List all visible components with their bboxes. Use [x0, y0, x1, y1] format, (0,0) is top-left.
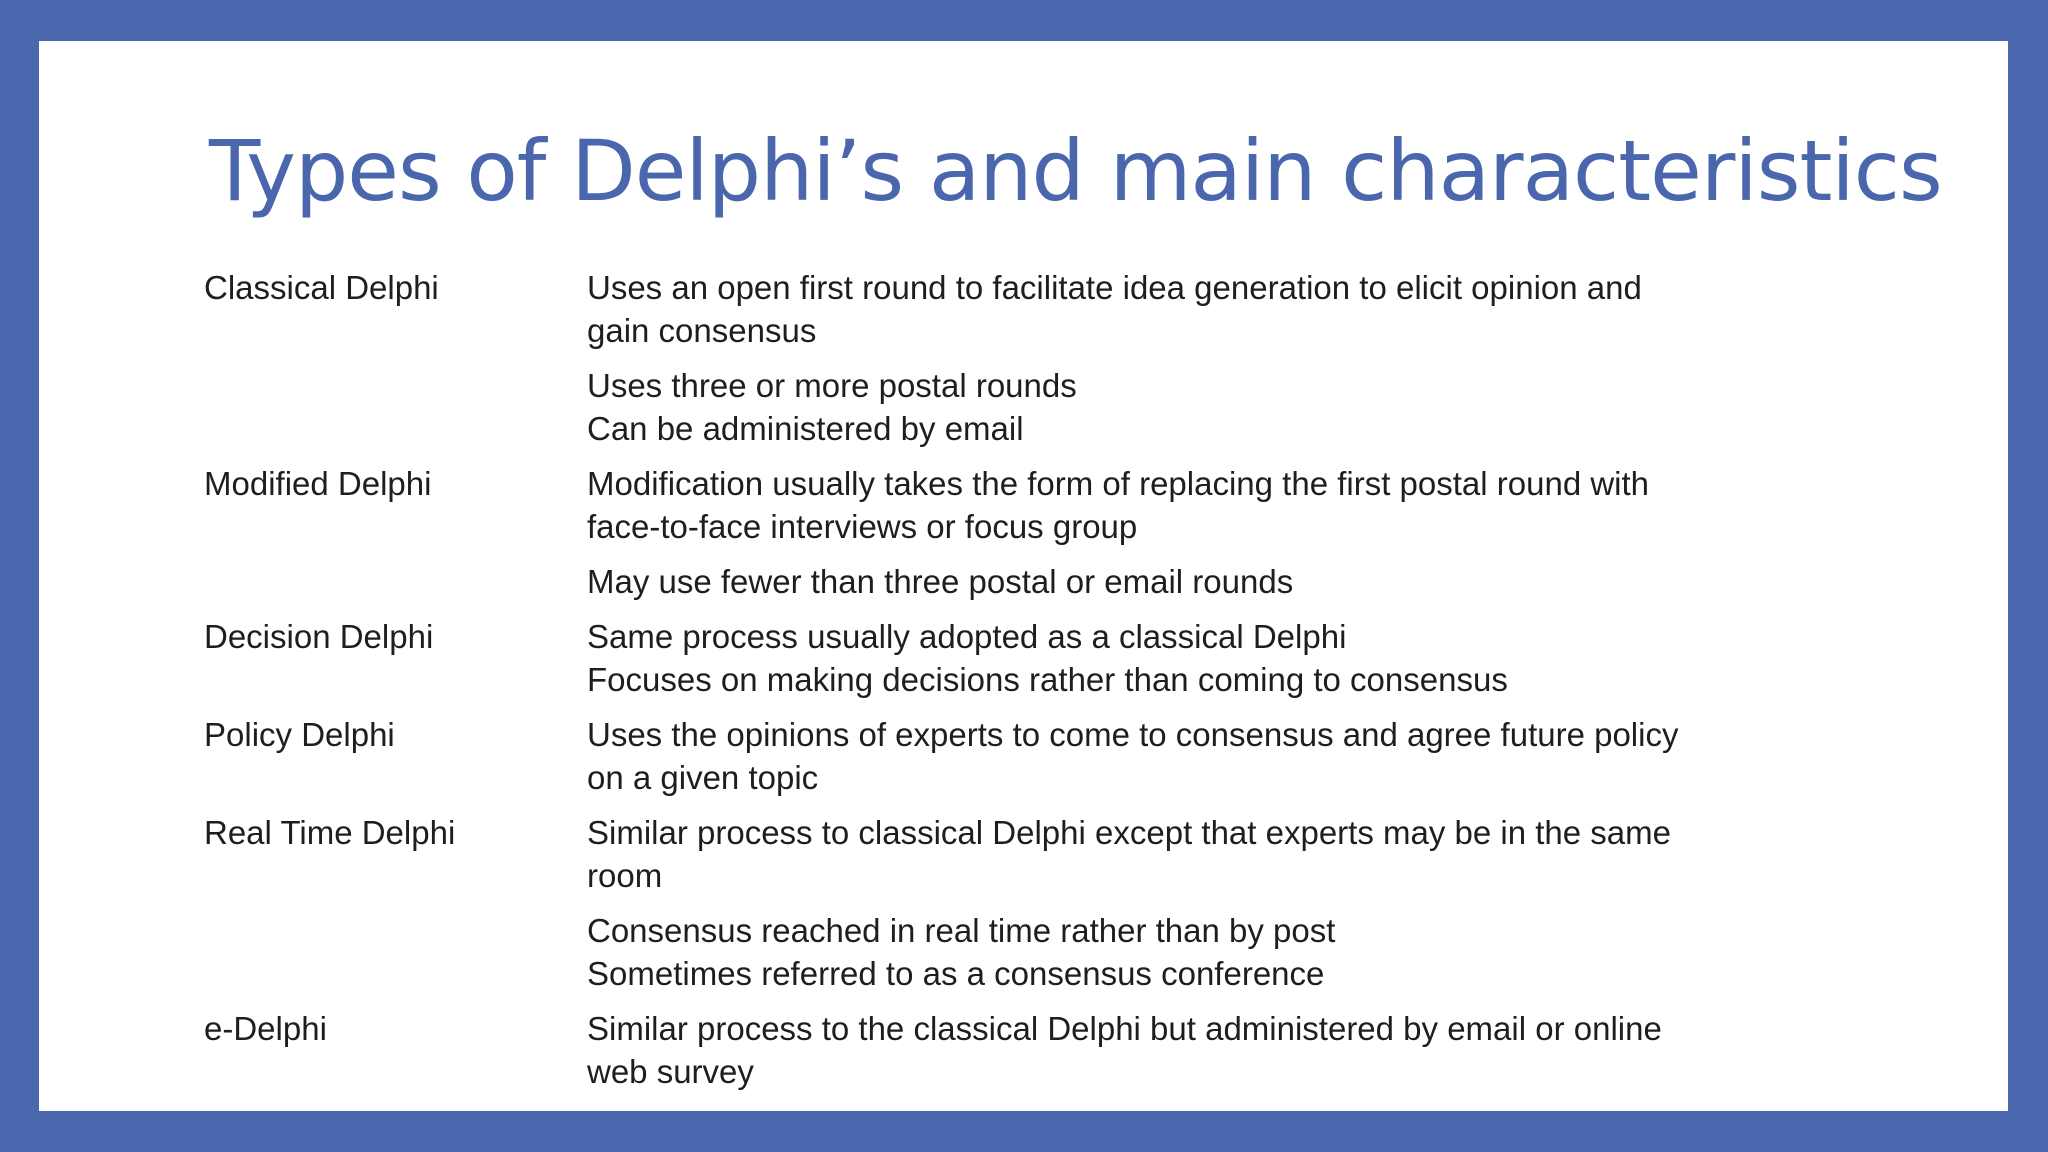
table-row-policy — [204, 713, 1784, 799]
table-row-decision — [204, 615, 1784, 701]
description-line: gain consensus — [587, 312, 817, 349]
term-label: e-Delphi — [204, 1010, 327, 1047]
description-paragraph — [587, 560, 1784, 603]
term-label: Policy Delphi — [204, 716, 395, 753]
description-line: Focuses on making decisions rather than coming to consensus — [587, 661, 1508, 698]
term-label: Classical Delphi — [204, 269, 439, 306]
description-line: Similar process to classical Delphi except that experts may be in the same — [587, 814, 1671, 851]
description-line: Similar process to the classical Delphi but administered by email or online — [587, 1010, 1662, 1047]
slide — [39, 41, 2008, 1111]
description-paragraph — [587, 364, 1784, 450]
description-paragraph — [587, 266, 1784, 352]
description-paragraph — [587, 462, 1784, 548]
description-line: Uses three or more postal rounds — [587, 367, 1077, 404]
description-paragraph — [587, 713, 1784, 799]
description-line: Modification usually takes the form of replacing the first postal round with — [587, 465, 1650, 502]
description-line: Same process usually adopted as a classical Delphi — [587, 618, 1347, 655]
description-paragraph — [587, 1007, 1784, 1093]
description-line: on a given topic — [587, 759, 819, 796]
slide-title: Types of Delphi’s and main characteristics — [209, 122, 1942, 220]
table-row-e-delphi — [204, 1007, 1784, 1093]
term-label: Modified Delphi — [204, 465, 432, 502]
description-paragraph — [587, 909, 1784, 995]
description-line: room — [587, 857, 663, 894]
term-label: Real Time Delphi — [204, 814, 456, 851]
description-paragraph — [587, 615, 1784, 701]
description-line: Uses the opinions of experts to come to consensus and agree future policy — [587, 716, 1679, 753]
description-line: Sometimes referred to as a consensus conference — [587, 955, 1325, 992]
description-line: web survey — [587, 1053, 754, 1090]
description-paragraph — [587, 811, 1784, 897]
table-row-classical — [204, 266, 1784, 450]
term-label: Decision Delphi — [204, 618, 434, 655]
term-description — [587, 1007, 1784, 1093]
description-line: Can be administered by email — [587, 410, 1024, 447]
description-line: Uses an open first round to facilitate idea generation to elicit opinion and — [587, 269, 1642, 306]
table-row-real-time — [204, 811, 1784, 995]
delphi-types-table — [204, 266, 1784, 1105]
description-line: face-to-face interviews or focus group — [587, 508, 1138, 545]
table-row-modified — [204, 462, 1784, 603]
description-line: Consensus reached in real time rather than by post — [587, 912, 1336, 949]
description-line: May use fewer than three postal or email rounds — [587, 563, 1294, 600]
term-description — [587, 713, 1784, 799]
term-description — [587, 462, 1784, 603]
term-description — [587, 811, 1784, 995]
term-description — [587, 615, 1784, 701]
term-description — [587, 266, 1784, 450]
